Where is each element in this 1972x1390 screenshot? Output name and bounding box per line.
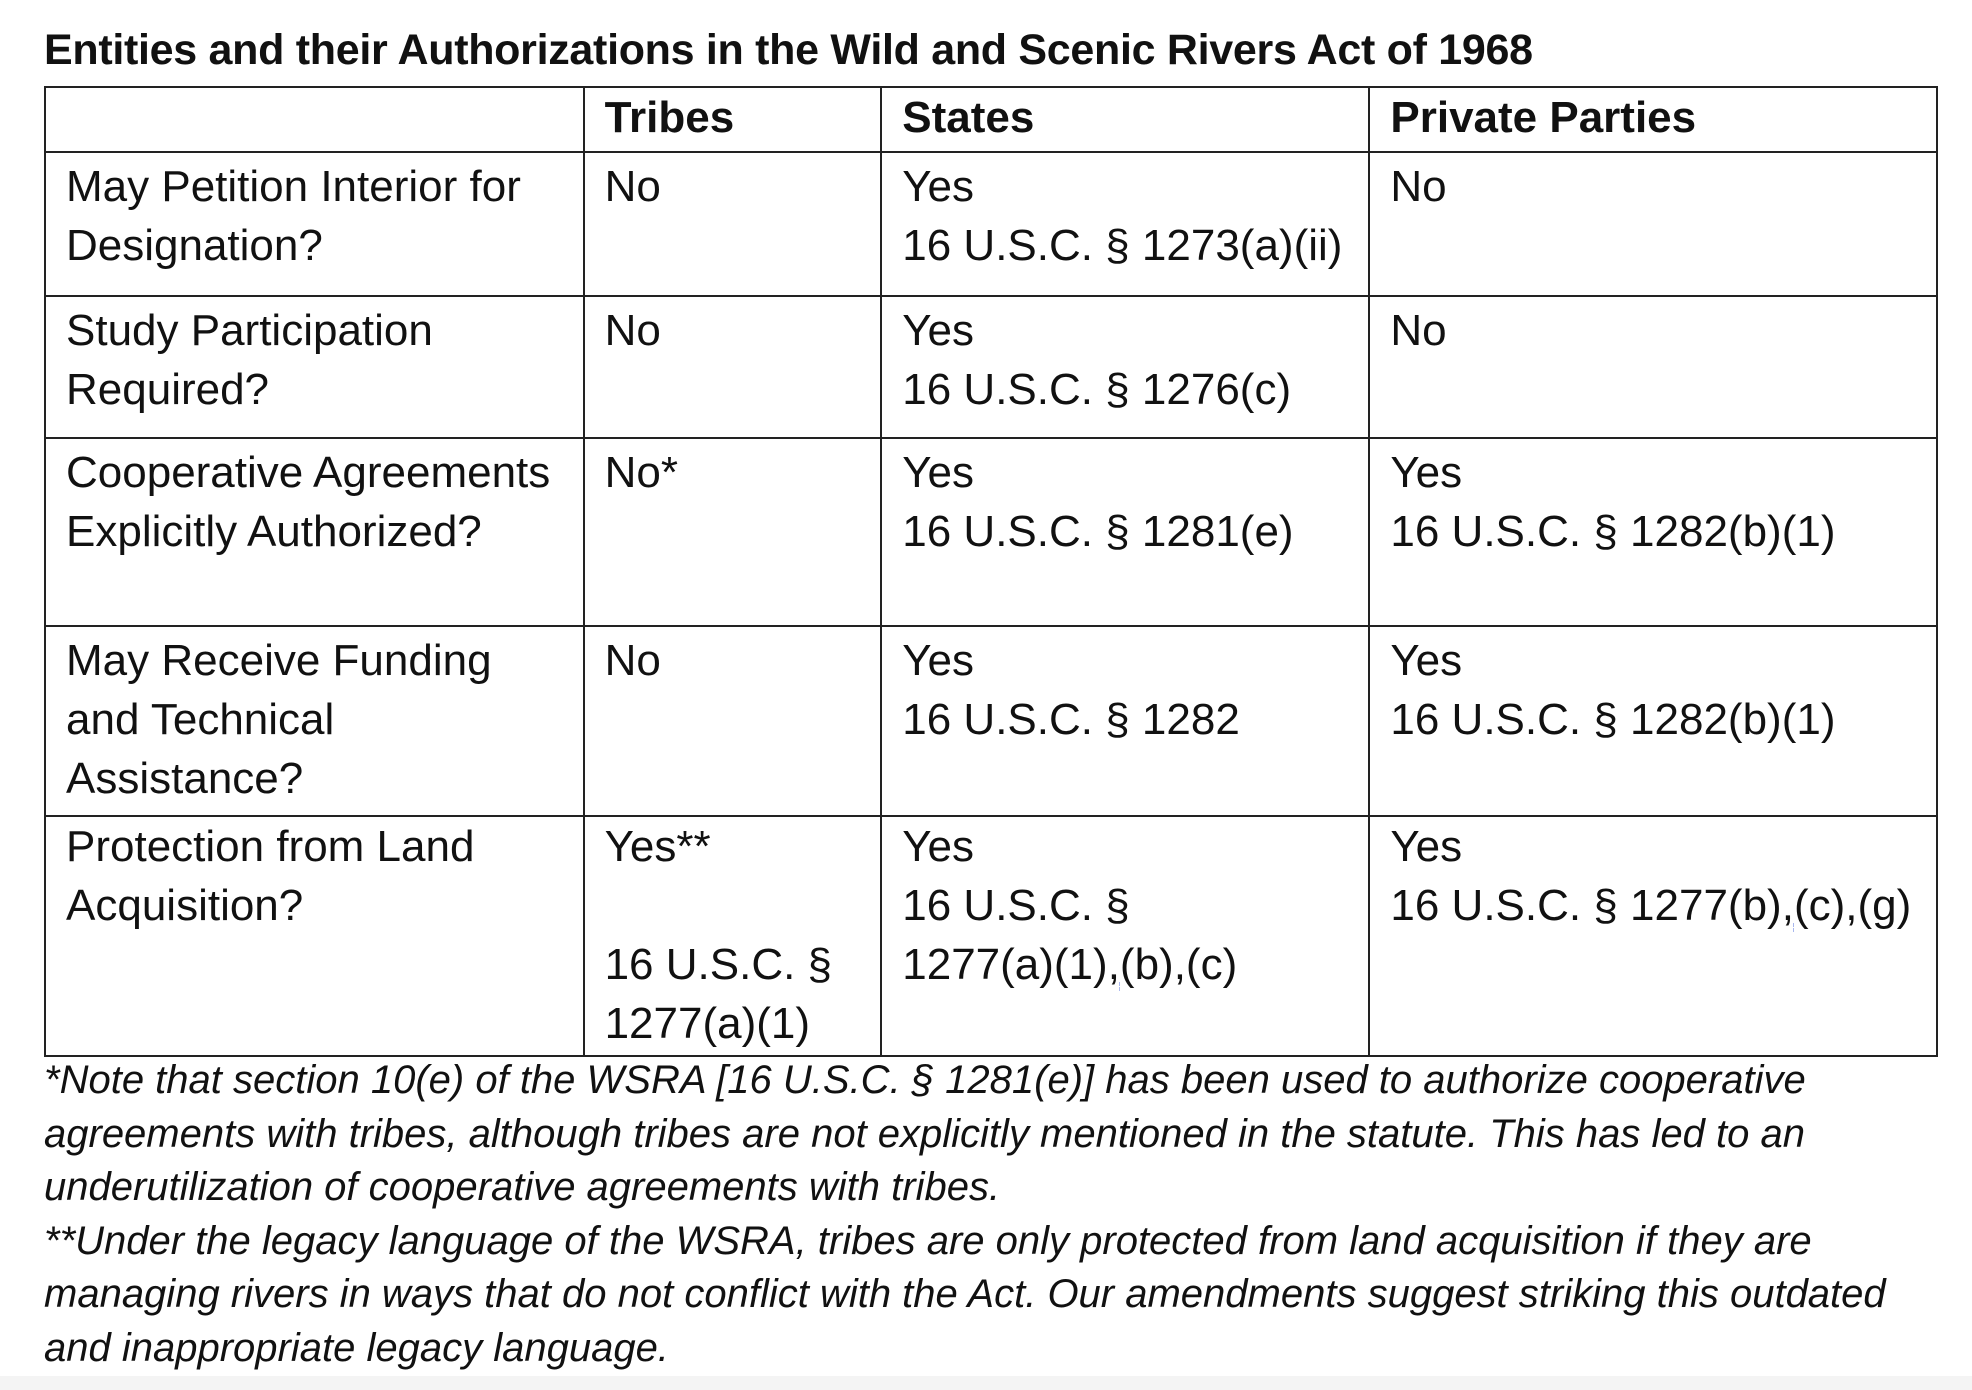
states-cell [881,438,1369,626]
row-label-line: May Petition Interior for [66,162,521,211]
states-answer: Yes [902,162,975,211]
tracked-change-comma: , [1107,940,1120,989]
table-row [45,816,1937,1056]
states-citation-line [902,935,1358,994]
tribes-citation-line: 1277(a)(1) [604,999,811,1048]
tribes-answer: No [604,636,661,685]
private-citation [1390,876,1926,935]
states-citation: 16 U.S.C. § 1273(a)(ii) [902,221,1343,270]
private-citation: 16 U.S.C. § 1282(b)(1) [1390,695,1836,744]
footnotes [44,1054,1934,1375]
table-row [45,152,1937,296]
states-cell [881,816,1369,1056]
header-row [45,87,1937,152]
row-label [45,626,584,816]
private-cell [1369,438,1937,626]
states-citation-part: 1277(a)(1) [902,940,1108,989]
authorizations-table [44,86,1938,1057]
states-citation: 16 U.S.C. § 1276(c) [902,365,1292,414]
row-label-line: Cooperative Agreements [66,448,551,497]
row-label-line: Acquisition? [66,881,304,930]
tribes-answer: No [604,162,661,211]
states-answer: Yes [902,306,975,355]
private-answer: Yes [1390,822,1463,871]
tribes-answer: No [604,306,661,355]
header-tribes: Tribes [584,87,882,152]
footnote-cooperative-agreements: *Note that section 10(e) of the WSRA [16 U.S.C. § 1281(e)] has been used to authorize cooperative agreements with tribes, although tribes are not explicitly mentioned in the statute. This has led to an underutilization of cooperative agreements with tribes. [44,1058,1806,1209]
row-label-line: Required? [66,365,270,414]
header-states: States [881,87,1369,152]
tribes-cell [584,816,882,1056]
tribes-citation-line: 16 U.S.C. § [604,940,833,989]
header-cell-empty [45,87,584,152]
table-row [45,626,1937,816]
row-label [45,816,584,1056]
page-bottom-edge [0,1376,1972,1390]
states-citation: 16 U.S.C. § 1281(e) [902,507,1294,556]
states-cell [881,626,1369,816]
row-label-line: Explicitly Authorized? [66,507,482,556]
private-cell [1369,816,1937,1056]
tribes-answer: No* [604,448,678,497]
states-cell [881,296,1369,438]
private-answer: No [1390,162,1447,211]
table-title: Entities and their Authorizations in the Wild and Scenic Rivers Act of 1968 [44,26,1533,74]
states-citation-part: (b),(c) [1119,940,1238,989]
table-row [45,296,1937,438]
tribes-cell [584,296,882,438]
states-cell [881,152,1369,296]
private-citation: 16 U.S.C. § 1282(b)(1) [1390,507,1836,556]
states-answer: Yes [902,636,975,685]
tracked-change-comma: , [1781,881,1794,930]
table-row [45,438,1937,626]
private-citation-part: 16 U.S.C. § 1277(b) [1390,881,1782,930]
private-answer: Yes [1390,636,1463,685]
private-answer: No [1390,306,1447,355]
private-citation-part: (c),(g) [1793,881,1912,930]
row-label-line: May Receive Funding [66,636,492,685]
header-private-parties: Private Parties [1369,87,1937,152]
row-label-line: Protection from Land [66,822,475,871]
row-label [45,296,584,438]
row-label [45,438,584,626]
private-cell [1369,152,1937,296]
row-label-line: Designation? [66,221,323,270]
states-citation-line: 16 U.S.C. § [902,881,1130,930]
row-label-line: Assistance? [66,754,304,803]
private-cell [1369,296,1937,438]
footnote-land-acquisition: **Under the legacy language of the WSRA, tribes are only protected from land acquisition if they are managing rivers in ways that do not conflict with the Act. Our amendments suggest striking this outdated and inappropriate legacy language. [44,1218,1886,1370]
private-cell [1369,626,1937,816]
tribes-answer: Yes** [604,822,711,871]
row-label-line: Study Participation [66,306,433,355]
tribes-cell [584,152,882,296]
tribes-cell [584,438,882,626]
private-answer: Yes [1390,448,1463,497]
states-citation: 16 U.S.C. § 1282 [902,695,1240,744]
tribes-cell [584,626,882,816]
row-label-line: and Technical [66,695,335,744]
states-answer: Yes [902,822,975,871]
states-answer: Yes [902,448,975,497]
row-label [45,152,584,296]
